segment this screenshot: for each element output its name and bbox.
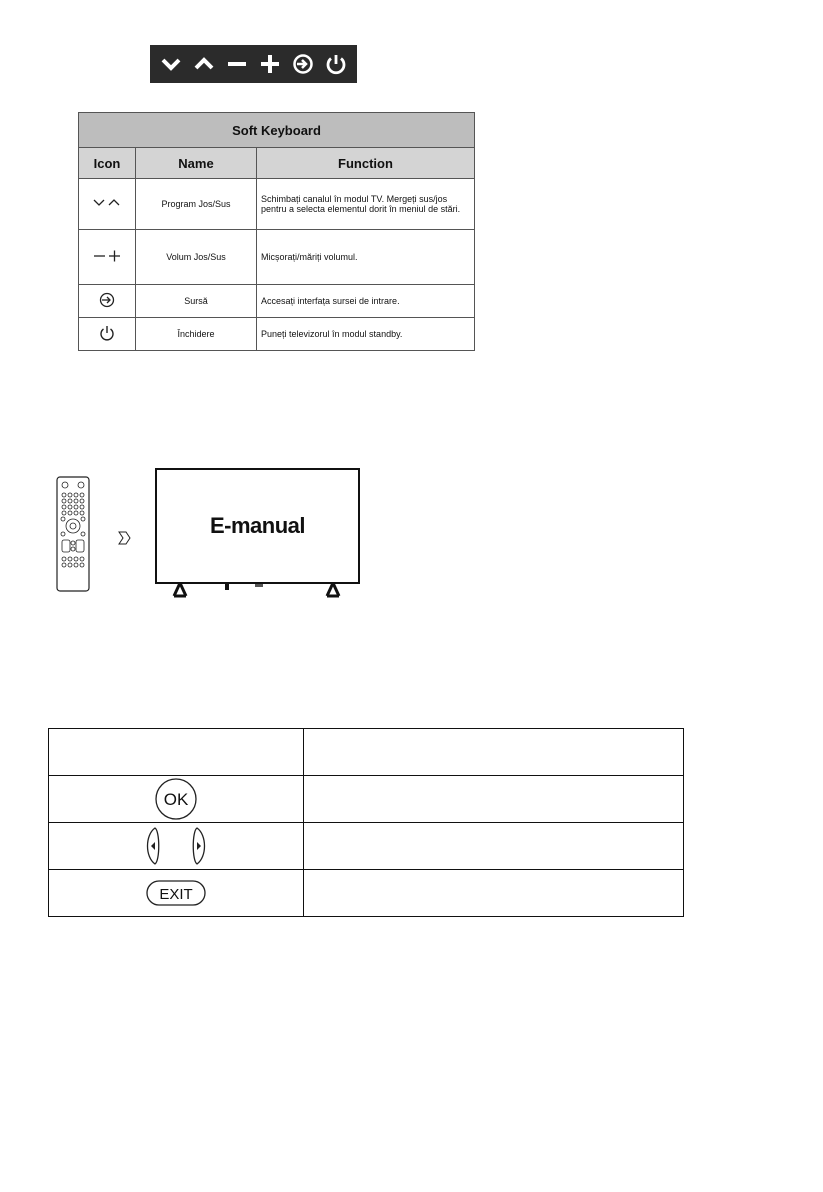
remote-control-illustration xyxy=(56,476,90,592)
table-row xyxy=(79,179,475,230)
column-header-function: Function xyxy=(257,148,475,179)
table-row xyxy=(49,823,684,870)
tv-screen-text: E-manual xyxy=(209,513,306,538)
table-cell xyxy=(304,870,684,917)
chevron-down-icon xyxy=(158,51,184,77)
power-icon xyxy=(323,51,349,77)
table-cell xyxy=(304,729,684,776)
physical-keys-bar xyxy=(150,45,357,83)
row-name: Sursă xyxy=(136,285,257,318)
row-function: Schimbați canalul în modul TV. Mergeți sus/jos pentru a selecta elementul dorit în meniul de stări. xyxy=(257,179,475,230)
source-icon xyxy=(290,51,316,77)
tv-illustration xyxy=(155,468,360,600)
tv-stand xyxy=(155,580,360,600)
minus-plus-icon xyxy=(79,230,136,285)
table-cell xyxy=(49,870,304,917)
ok-button-icon xyxy=(150,777,202,821)
source-icon xyxy=(79,285,136,318)
soft-keyboard-table xyxy=(78,112,475,351)
row-function: Micșorați/măriți volumul. xyxy=(257,230,475,285)
row-name: Închidere xyxy=(136,318,257,351)
row-name: Volum Jos/Sus xyxy=(136,230,257,285)
row-name: Program Jos/Sus xyxy=(136,179,257,230)
exit-button-label: EXIT xyxy=(159,886,193,903)
chevron-up-icon xyxy=(191,51,217,77)
table-row xyxy=(79,285,475,318)
chevron-right-icon xyxy=(116,530,132,546)
chevron-down-up-icon xyxy=(79,179,136,230)
table-row xyxy=(49,729,684,776)
table-row xyxy=(79,230,475,285)
exit-button-icon xyxy=(144,877,208,909)
table-row xyxy=(49,870,684,917)
power-icon xyxy=(79,318,136,351)
column-header-name: Name xyxy=(136,148,257,179)
table-cell xyxy=(49,776,304,823)
plus-icon xyxy=(257,51,283,77)
row-function: Accesați interfața sursei de intrare. xyxy=(257,285,475,318)
table-row xyxy=(79,318,475,351)
table-row xyxy=(49,776,684,823)
table-title: Soft Keyboard xyxy=(79,113,475,148)
column-header-icon: Icon xyxy=(79,148,136,179)
table-cell xyxy=(49,729,304,776)
table-cell xyxy=(304,776,684,823)
minus-icon xyxy=(224,51,250,77)
table-cell xyxy=(49,823,304,870)
left-right-icon xyxy=(141,825,211,867)
navigation-buttons-table xyxy=(48,728,684,917)
ok-button-label: OK xyxy=(163,790,189,809)
row-function: Puneți televizorul în modul standby. xyxy=(257,318,475,351)
tv-screen xyxy=(155,468,360,584)
table-cell xyxy=(304,823,684,870)
